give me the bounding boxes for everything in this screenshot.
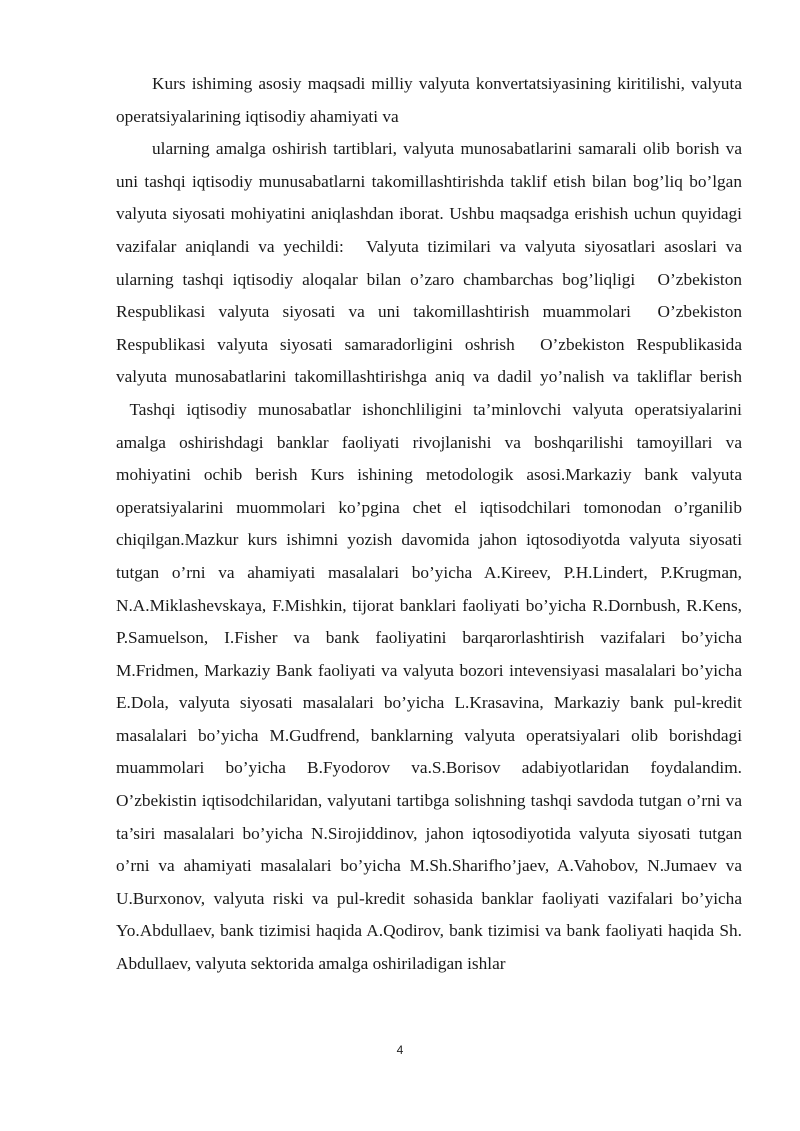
paragraph-main: ularning amalga oshirish tartiblari, valyuta munosabatlarini samarali olib borish va uni tashqi iqtisodiy munusabatlarni takomillashtirishda taklif etish bilan bog’liq bo’lgan valyuta siyosati mohiyatini aniqlashdan iborat. Ushbu maqsadga erishish uchun quyidagi vazifalar aniqlandi va yechildi: Valyuta tizimilari va valyuta siyosatlari asoslari va ularning tashqi iqtisodiy aloqalar bilan o’zaro chambarchas bog’liqligi O’zbekiston Respublikasi valyuta siyosati va uni takomillashtirish muammolari O’zbekiston Respublikasi valyuta siyosati samaradorligini oshrish O’zbekiston Respublikasida valyuta munosabatlarini takomillashtirishga aniq va dadil yo’nalish va takliflar berish Tashqi iqtisodiy munosabatlar ishonchliligini ta’minlovchi valyuta operatsiyalarini amalga oshirishdagi banklar faoliyati rivojlanishi va boshqarilishi tamoyillari va mohiyatini ochib berish Kurs ishining metodologik asosi.Markaziy bank valyuta operatsiyalarini muommolari ko’pgina chet el iqtisodchilari tomonodan o’rganilib chiqilgan.Mazkur kurs ishimni yozish davomida jahon iqtosodiyotda valyuta siyosati tutgan o’rni va ahamiyati masalalari bo’yicha A.Kireev, P.H.Lindert, P.Krugman, N.A.Miklashevskaya, F.Mishkin, tijorat banklari faoliyati bo’yicha R.Dornbush, R.Kens, P.Samuelson, I.Fisher va bank faoliyatini barqarorlashtirish vazifalari bo’yicha M.Fridmen, Markaziy Bank faoliyati va valyuta bozori intevensiyasi masalalari bo’yicha E.Dola, valyuta siyosati masalalari bo’yicha L.Krasavina, Markaziy bank pul-kredit masalalari bo’yicha M.Gudfrend, banklarning valyuta operatsiyalari olib borishdagi muammolari bo’yicha B.Fyodorov va.S.Borisov adabiyotlaridan foydalandim. O’zbekistin iqtisodchilaridan, valyutani tartibga solishning tashqi savdoda tutgan o’rni va ta’siri masalalari bo’yicha N.Sirojiddinov, jahon iqtosodiyotida valyuta siyosati tutgan o’rni va ahamiyati masalalari bo’yicha M.Sh.Sharifho’jaev, A.Vahobov, N.Jumaev va U.Burxonov, valyuta riski va pul-kredit sohasida banklar faoliyati vazifalari bo’yicha Yo.Abdullaev, bank tizimisi haqida A.Qodirov, bank tizimisi va bank faoliyati haqida Sh. Abdullaev, valyuta sektorida amalga oshiriladigan ishlar xyxy=(116,139,742,974)
paragraph-intro: Kurs ishiming asosiy maqsadi milliy valyuta konvertatsiyasining kiritilishi, valyuta operatsiyalarining iqtisodiy ahamiyati va xyxy=(116,74,742,126)
body-text xyxy=(116,68,742,981)
page-number: 4 xyxy=(396,1043,404,1057)
